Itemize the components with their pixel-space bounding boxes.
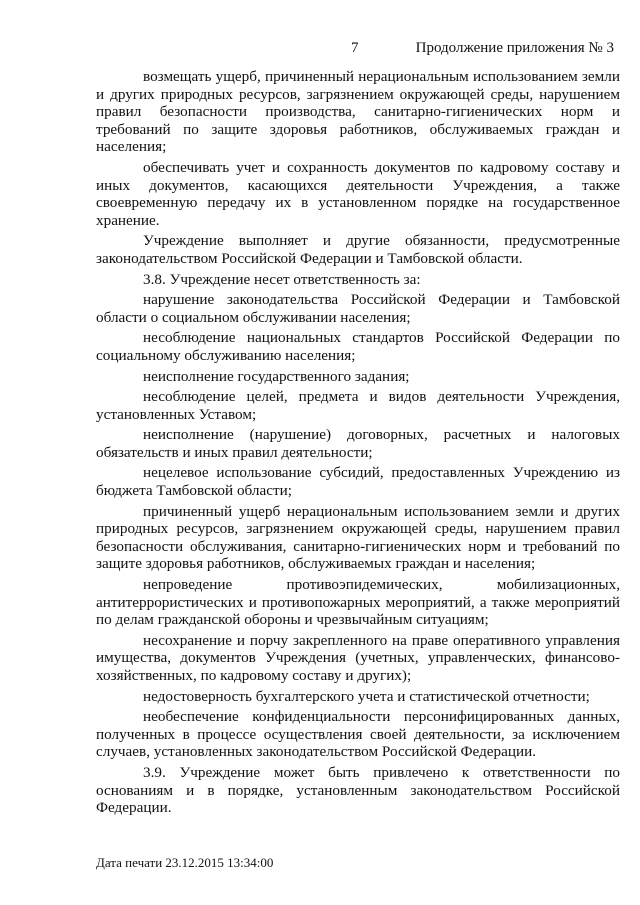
paragraph: несоблюдение целей, предмета и видов деятельности Учреждения, установленных Уставом; [96,388,620,423]
paragraph: нарушение законодательства Российской Федерации и Тамбовской области о социальном обслуживании населения; [96,291,620,326]
page-number: 7 [351,40,359,56]
paragraph: возмещать ущерб, причиненный нерациональным использованием земли и других природных ресурсов, загрязнением окружающей среды, нарушением правил безопасности производства, санитарно-гигиенических норм и требований по защите здоровья работников, обслуживаемых граждан и населения; [96,68,620,156]
document-body [96,68,620,820]
paragraph: недостоверность бухгалтерского учета и статистической отчетности; [143,687,590,705]
paragraph: обеспечивать учет и сохранность документов по кадровому составу и иных документов, касающихся деятельности Учреждения, а также своевременную передачу их в установленном порядке на государственное хранение. [96,158,620,229]
print-date-footer: Дата печати 23.12.2015 13:34:00 [96,855,274,870]
section-3-9: 3.9. Учреждение может быть привлечено к ответственности по основаниям и в порядке, установленным законодательством Российской Федерации. [96,763,620,817]
appendix-continuation-title: Продолжение приложения № 3 [415,40,614,56]
paragraph: Учреждение выполняет и другие обязанности, предусмотренные законодательством Российской Федерации и Тамбовской области. [96,232,620,267]
paragraph: нецелевое использование субсидий, предоставленных Учреждению из бюджета Тамбовской области; [96,464,620,500]
paragraph: неисполнение государственного задания; [143,367,410,385]
paragraph: необеспечение конфиденциальности персонифицированных данных, полученных в процессе осуществления своей деятельности, за исключением случаев, установленных законодательством Российской Федерации. [96,708,620,761]
paragraph: причиненный ущерб нерациональным использованием земли и других природных ресурсов, загрязнением окружающей среды, нарушением правил безопасности обслуживания, санитарно-гигиенических норм и требований по защите здоровья работников, обслуживаемых граждан и населения; [96,502,620,573]
paragraph: непроведение противоэпидемических, мобилизационных, антитеррористических и противопожарных мероприятий, а также мероприятий по делам гражданской обороны и чрезвычайным ситуациям; [96,576,620,629]
paragraph: несоблюдение национальных стандартов Российской Федерации по социальному обслуживанию населения; [96,329,620,364]
paragraph: неисполнение (нарушение) договорных, расчетных и налоговых обязательств и иных правил деятельности; [96,426,620,461]
section-heading-3-8: 3.8. Учреждение несет ответственность за: [143,270,421,288]
paragraph: несохранение и порчу закрепленного на праве оперативного управления имущества, документов Учреждения (учетных, управленческих, финансово-хозяйственных, по кадровому составу и других); [96,631,620,684]
